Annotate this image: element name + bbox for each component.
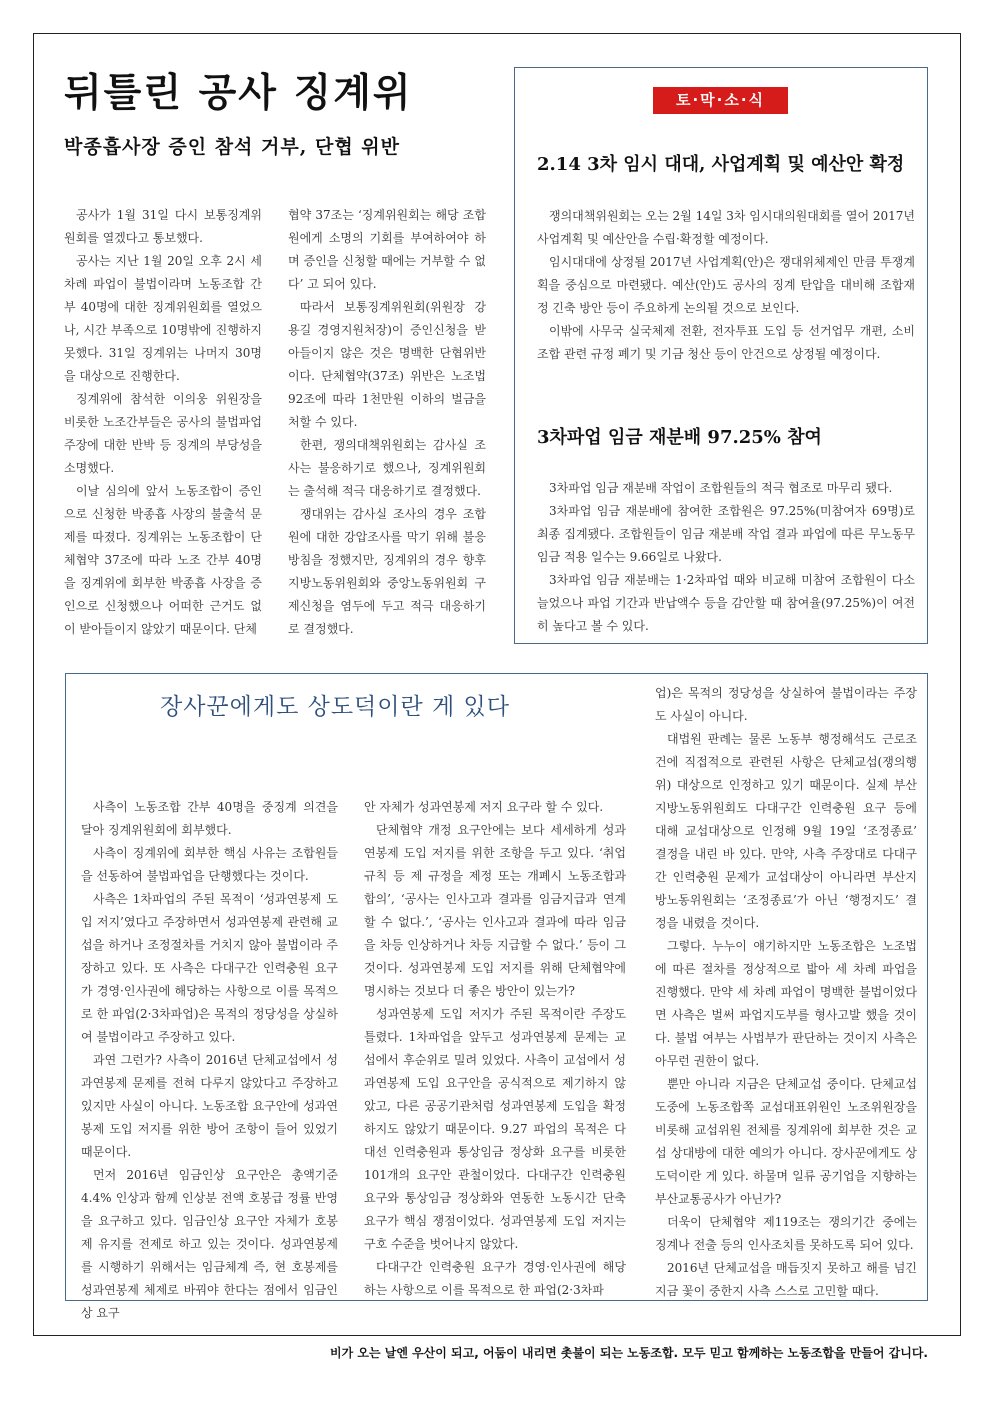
paragraph: 2016년 단체교섭을 매듭짓지 못하고 해를 넘긴 지금 꽃이 중한지 사측 스스로 고민할 때다. bbox=[655, 1261, 917, 1298]
paragraph: 다대구간 인력충원 요구가 경영·인사권에 해당하는 사항으로 이를 목적으로 한 파업(2·3차파 bbox=[364, 1260, 626, 1297]
brief-2-headline: 3차파업 임금 재분배 97.25% 참여 bbox=[537, 427, 822, 448]
brief-1-body bbox=[537, 205, 915, 366]
article-column-2 bbox=[288, 204, 486, 641]
editorial-column-2 bbox=[364, 796, 626, 1302]
paragraph: 사측이 노동조합 간부 40명을 중징계 의견을 달아 징계위원회에 회부했다. bbox=[81, 800, 338, 837]
paragraph: 임시대대에 상정될 2017년 사업계획(안)은 쟁대위체제인 만큼 투쟁계획을 중심으로 마련됐다. 예산(안)도 공사의 징계 탄압을 대비해 조합재정 긴축 방안 등이 주요하게 논의될 것으로 보인다. bbox=[537, 255, 915, 315]
editorial-headline: 장사꾼에게도 상도덕이란 게 있다 bbox=[160, 694, 510, 720]
page-subhead: 박종흡사장 증인 참석 거부, 단협 위반 bbox=[64, 136, 400, 158]
paragraph: 사측은 1차파업의 주된 목적이 ‘성과연봉제 도입 저지’였다고 주장하면서 성과연봉제 관련해 교섭을 하거나 조정절차를 거치지 않아 불법이라 주장하고 있다. 또 사측은 다대구간 인력충원 요구가 경영·인사권에 해당하는 사항으로 이를 목적으로 한 파업(2·3차파업)은 목적의 정당성을 상실하여 불법이라고 주장하고 있다. bbox=[81, 892, 338, 1044]
paragraph: 더욱이 단체협약 제119조는 쟁의기간 중에는 징계나 전출 등의 인사조치를 못하도록 되어 있다. bbox=[655, 1215, 917, 1252]
brief-2-body bbox=[537, 477, 915, 638]
paragraph: 3차파업 임금 재분배는 1·2차파업 때와 비교해 미참여 조합원이 다소 늘었으나 파업 기간과 반납액수 등을 감안할 때 참여율(97.25%)이 여전히 높다고 볼 수 있다. bbox=[537, 573, 915, 633]
paragraph: 뿐만 아니라 지금은 단체교섭 중이다. 단체교섭 도중에 노동조합쪽 교섭대표위원인 노조위원장을 비롯해 교섭위원 전체를 징계위에 회부한 것은 교섭 상대방에 대한 예의가 아니다. 장사꾼에게도 상도덕이란 게 있다. 하물며 일류 공기업을 지향하는 부산교통공사가 아닌가? bbox=[655, 1077, 917, 1206]
paragraph: 먼저 2016년 임금인상 요구안은 총액기준 4.4% 인상과 함께 인상분 전액 호봉급 정률 반영을 요구하고 있다. 임금인상 요구안 자체가 호봉제 유지를 전제로 하고 있는 것이다. 성과연봉제를 시행하기 위해서는 임금체계 즉, 현 호봉제를 성과연봉제 체제로 바꿔야 한다는 점에서 임금인상 요구 bbox=[81, 1168, 338, 1320]
paragraph: 쟁의대책위원회는 오는 2월 14일 3차 임시대의원대회를 열어 2017년 사업계획 및 예산안을 수립·확정할 예정이다. bbox=[537, 209, 915, 246]
brief-1-headline: 2.14 3차 임시 대대, 사업계획 및 예산안 확정 bbox=[537, 154, 905, 175]
paragraph: 3차파업 임금 재분배에 참여한 조합원은 97.25%(미참여자 69명)로 최종 집계됐다. 조합원들이 임금 재분배 작업 결과 파업에 따른 무노동무임금 적용 일수는 9.66일로 나왔다. bbox=[537, 504, 915, 564]
paragraph: 단체협약 개정 요구안에는 보다 세세하게 성과연봉제 도입 저지를 위한 조항을 두고 있다. ‘취업규칙 등 제 규정을 제정 또는 개폐시 노동조합과 합의’, ‘공사는 인사고과 결과를 임금지급과 연계할 수 없다.’, ‘공사는 인사고과 결과에 따라 임금을 차등 인상하거나 차등 지급할 수 없다.’ 등이 그것이다. 성과연봉제 도입 저지를 위해 단체협약에 명시하는 것보다 더 좋은 방안이 있는가? bbox=[364, 823, 626, 998]
paragraph: 3차파업 임금 재분배 작업이 조합원들의 적극 협조로 마무리 됐다. bbox=[549, 481, 893, 495]
paragraph: 공사는 지난 1월 20일 오후 2시 세 차례 파업이 불법이라며 노동조합 간부 40명에 대한 징계위원회를 열었으나, 시간 부족으로 10명밖에 진행하지 못했다. 31일 징계위는 나머지 30명을 대상으로 진행한다. bbox=[64, 254, 262, 383]
paragraph: 과연 그런가? 사측이 2016년 단체교섭에서 성과연봉제 문제를 전혀 다루지 않았다고 주장하고 있지만 사실이 아니다. 노동조합 요구안에 성과연봉제 도입 저지를 위한 방어 조항이 들어 있었기 때문이다. bbox=[81, 1053, 338, 1159]
paragraph: 업)은 목적의 정당성을 상실하여 불법이라는 주장도 사실이 아니다. bbox=[655, 686, 917, 723]
paragraph: 대법원 판례는 물론 노동부 행정해석도 근로조건에 직접적으로 관련된 사항은 단체교섭(쟁의행위) 대상으로 인정하고 있기 때문이다. 실제 부산지방노동위원회도 다대구간 인력충원 요구 등에 대해 교섭대상으로 인정해 9월 19일 ‘조정종료’ 결정을 내린 바 있다. 만약, 사측 주장대로 다대구간 인력충원 문제가 교섭대상이 아니라면 부산지방노동위원회는 ‘조정종료’가 아닌 ‘행정지도’ 결정을 내렸을 것이다. bbox=[655, 732, 917, 930]
paragraph: 이밖에 사무국 실국체제 전환, 전자투표 도입 등 선거업무 개편, 소비조합 관련 규정 폐기 및 기금 청산 등이 안건으로 상정될 예정이다. bbox=[537, 324, 915, 361]
page-headline: 뒤틀린 공사 징계위 bbox=[64, 71, 413, 116]
footer-slogan: 비가 오는 날엔 우산이 되고, 어둠이 내리면 촛불이 되는 노동조합. 모두 믿고 함께하는 노동조합을 만들어 갑니다. bbox=[330, 1346, 928, 1360]
paragraph: 공사가 1월 31일 다시 보통징계위원회를 열겠다고 통보했다. bbox=[64, 208, 262, 245]
paragraph: 성과연봉제 도입 저지가 주된 목적이란 주장도 틀렸다. 1차파업을 앞두고 성과연봉제 문제는 교섭에서 후순위로 밀려 있었다. 사측이 교섭에서 성과연봉제 도입 요구안을 공식적으로 제기하지 않았고, 다른 공공기관처럼 성과연봉제 도입을 확정하지도 않았기 때문이다. 9.27 파업의 목적은 다대선 인력충원과 통상임금 정상화 요구를 비롯한 101개의 요구안 관철이었다. 다대구간 인력충원 요구와 통상임금 정상화와 연동한 노동시간 단축 요구가 핵심 쟁점이었다. 성과연봉제 도입 저지는 구호 수준을 벗어나지 않았다. bbox=[364, 1007, 626, 1251]
editorial-column-1 bbox=[81, 796, 338, 1325]
paragraph: 한편, 쟁의대책위원회는 감사실 조사는 불응하기로 했으나, 징계위원회는 출석해 적극 대응하기로 결정했다. bbox=[288, 438, 486, 498]
article-column-1 bbox=[64, 204, 262, 641]
paragraph: 협약 37조는 ‘징계위원회는 해당 조합원에게 소명의 기회를 부여하여야 하며 증인을 신청할 때에는 거부할 수 없다’ 고 되어 있다. bbox=[288, 208, 486, 291]
paragraph: 사측이 징계위에 회부한 핵심 사유는 조합원들을 선동하여 불법파업을 단행했다는 것이다. bbox=[81, 846, 338, 883]
news-brief-tag: 토·막·소·식 bbox=[653, 87, 788, 114]
paragraph: 쟁대위는 감사실 조사의 경우 조합원에 대한 강압조사를 막기 위해 불응방침을 정했지만, 징계위의 경우 향후 지방노동위원회와 중앙노동위원회 구제신청을 염두에 두고 적극 대응하기로 결정했다. bbox=[288, 507, 486, 636]
paragraph: 안 자체가 성과연봉제 저지 요구라 할 수 있다. bbox=[364, 800, 604, 814]
paragraph: 따라서 보통징계위원회(위원장 강용길 경영지원처장)이 증인신청을 받아들이지 않은 것은 명백한 단협위반이다. 단체협약(37조) 위반은 노조법 92조에 따라 1천만원 이하의 벌금을 처할 수 있다. bbox=[288, 300, 486, 429]
paragraph: 그렇다. 누누이 얘기하지만 노동조합은 노조법에 따른 절차를 정상적으로 밟아 세 차례 파업을 진행했다. 만약 세 차례 파업이 명백한 불법이었다면 사측은 벌써 파업지도부를 형사고발 했을 것이다. 불법 여부는 사법부가 판단하는 것이지 사측은 아무런 권한이 없다. bbox=[655, 939, 917, 1068]
paragraph: 징계위에 참석한 이의웅 위원장을 비롯한 노조간부들은 공사의 불법파업 주장에 대한 반박 등 징계의 부당성을 소명했다. bbox=[64, 392, 262, 475]
editorial-column-3 bbox=[655, 682, 917, 1303]
paragraph: 이날 심의에 앞서 노동조합이 증인으로 신청한 박종흡 사장의 불출석 문제를 따졌다. 징계위는 노동조합이 단체협약 37조에 따라 노조 간부 40명을 징계위에 회부한 박종흡 사장을 증인으로 신청했으나 어떠한 근거도 없이 받아들이지 않았기 때문이다. 단체 bbox=[64, 484, 262, 636]
